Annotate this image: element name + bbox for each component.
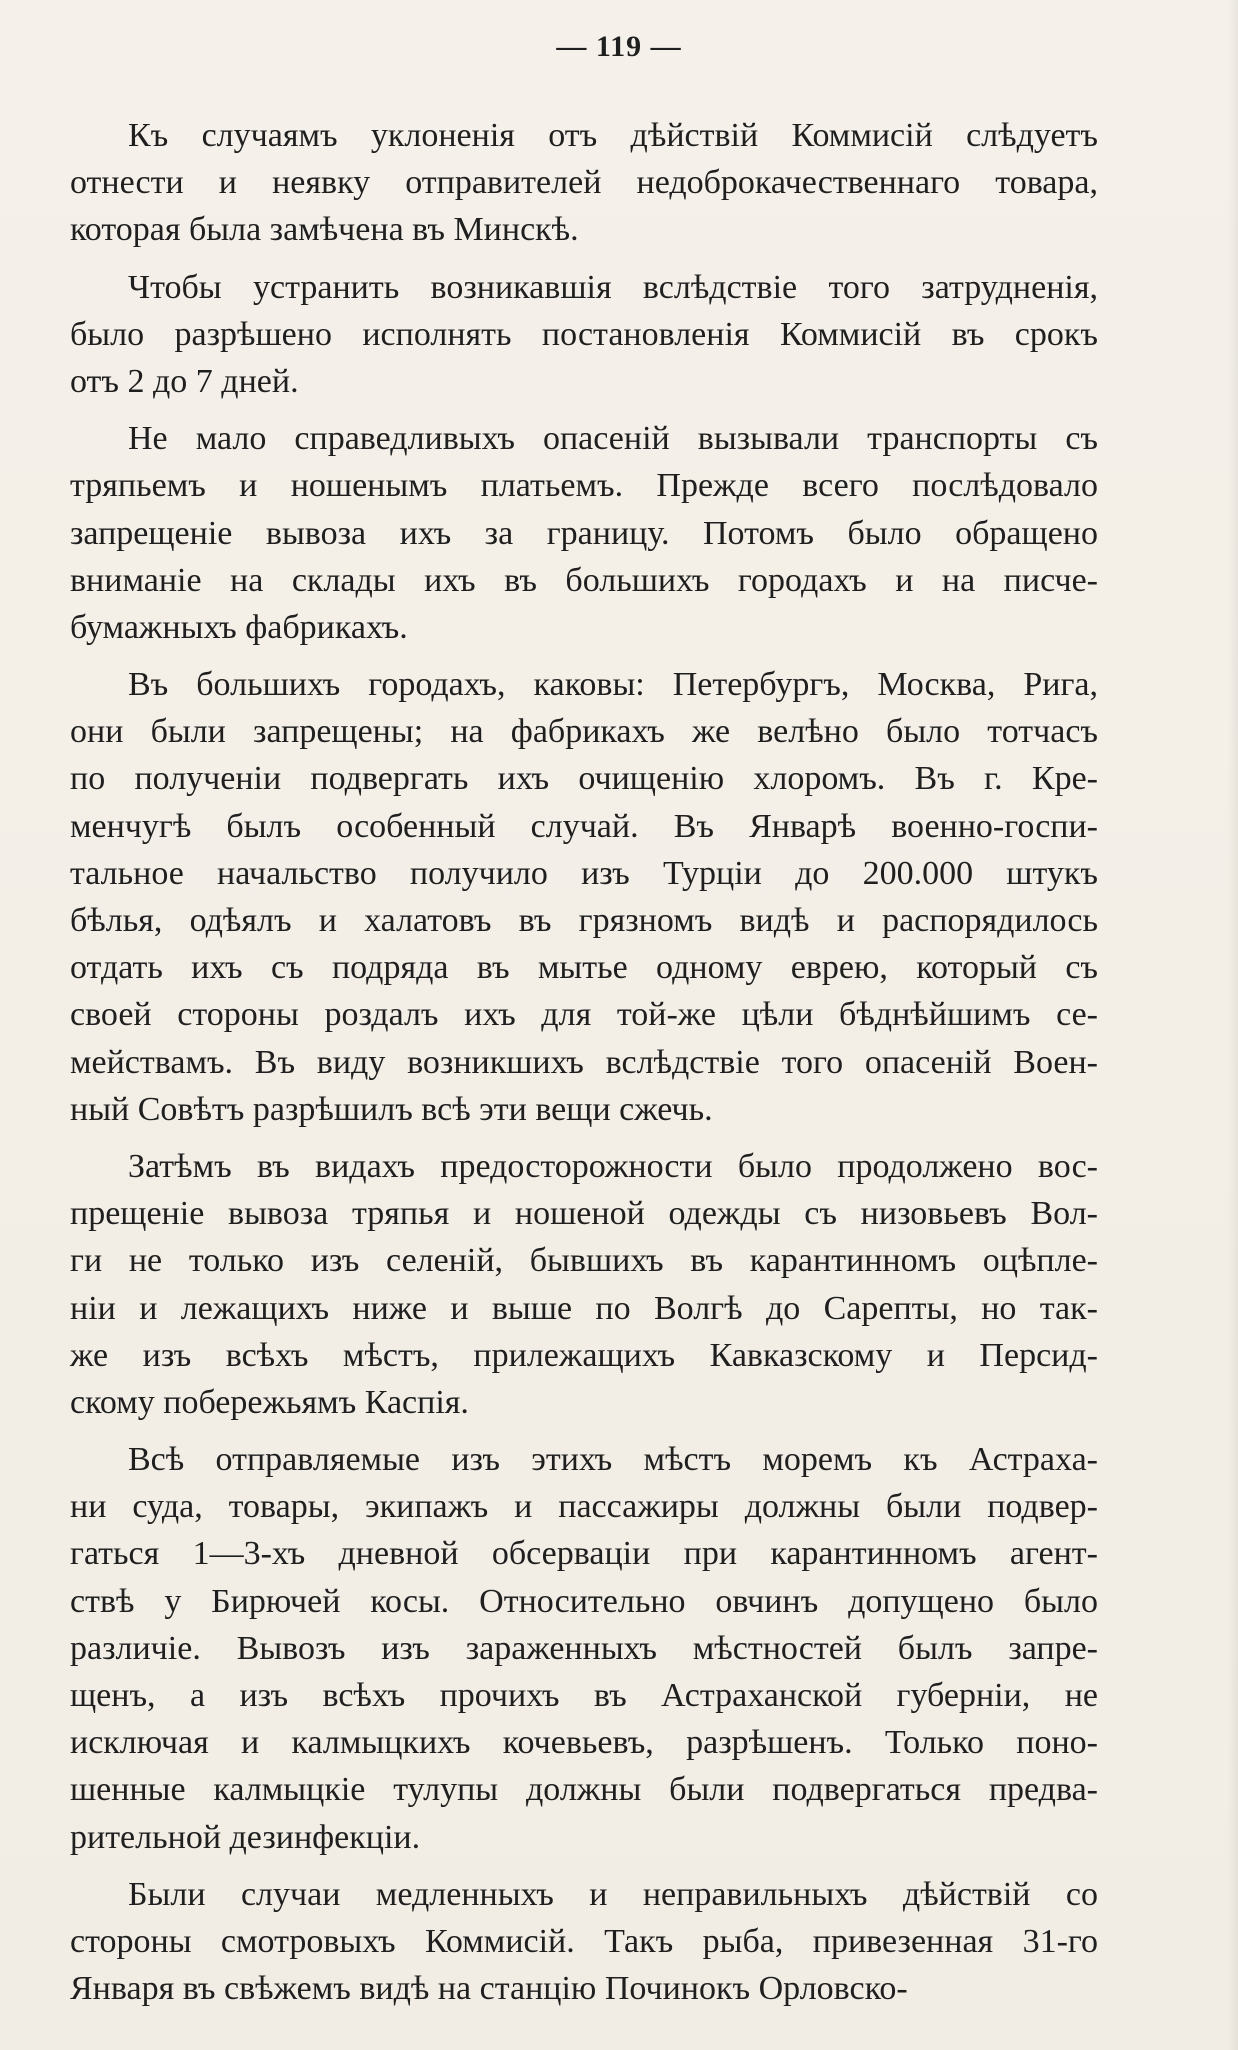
paragraph [70, 1143, 1098, 1426]
text-line: запрещеніе вывоза ихъ за границу. Потомъ было обращено [70, 514, 1098, 552]
text-line: менчугѣ былъ особенный случай. Въ Январѣ военно-госпи- [70, 807, 1098, 845]
text-line: Къ случаямъ уклоненія отъ дѣйствій Коммисій слѣдуетъ [128, 117, 1098, 154]
text-line: Были случаи медленныхъ и неправильныхъ дѣйствій со [128, 1875, 1098, 1913]
text-line: стороны смотровыхъ Коммисій. Такъ рыба, привезенная 31-го [70, 1922, 1098, 1960]
text-line: Затѣмъ въ видахъ предосторожности было продолжено вос- [128, 1147, 1098, 1185]
paragraph [70, 1436, 1098, 1861]
text-line: вниманіе на склады ихъ въ большихъ городахъ и на писче- [70, 561, 1098, 599]
text-line: отъ 2 до 7 дней. [70, 362, 299, 400]
text-line: бумажныхъ фабрикахъ. [70, 608, 408, 646]
text-line: ніи и лежащихъ ниже и выше по Волгѣ до Сарепты, но так- [70, 1289, 1098, 1327]
page-number-header: — 119 — [556, 30, 682, 63]
text-line: Не мало справедливыхъ опасеній вызывали транспорты съ [128, 420, 1098, 458]
text-line: же изъ всѣхъ мѣстъ, прилежащихъ Кавказскому и Персид- [70, 1336, 1098, 1374]
text-line: бѣлья, одѣялъ и халатовъ въ грязномъ видѣ и распорядилось [70, 902, 1098, 939]
text-line: исключая и калмыцкихъ кочевьевъ, разрѣшенъ. Только поно- [70, 1724, 1098, 1762]
text-line: которая была замѣчена въ Минскѣ. [70, 211, 579, 249]
text-line: было разрѣшено исполнять постановленія Коммисій въ срокъ [70, 315, 1098, 353]
text-line: прещеніе вывоза тряпья и ношеной одежды съ низовьевъ Вол- [70, 1195, 1098, 1233]
paragraph [70, 112, 1098, 254]
text-line: Всѣ отправляемые изъ этихъ мѣстъ моремъ къ Астраха- [128, 1441, 1098, 1479]
text-line: тальное начальство получило изъ Турціи до 200.000 штукъ [70, 854, 1098, 892]
paragraph [70, 264, 1098, 406]
text-line: ни суда, товары, экипажъ и пассажиры должны были подвер- [70, 1488, 1098, 1526]
text-line: различіе. Вывозъ изъ зараженныхъ мѣстностей былъ запре- [70, 1629, 1098, 1667]
text-line: гаться 1—3-хъ дневной обсерваціи при карантинномъ агент- [70, 1535, 1098, 1573]
text-line: отдать ихъ съ подряда въ мытье одному еврею, который съ [70, 949, 1098, 987]
text-line: своей стороны роздалъ ихъ для той-же цѣли бѣднѣйшимъ се- [70, 996, 1098, 1034]
paragraph [70, 1871, 1098, 2013]
text-line: рительной дезинфекціи. [70, 1818, 421, 1856]
text-line: шенные калмыцкіе тулупы должны были подвергаться предва- [70, 1771, 1098, 1809]
text-line: Въ большихъ городахъ, каковы: Петербургъ, Москва, Рига, [128, 666, 1098, 704]
text-line: по полученіи подвергать ихъ очищенію хлоромъ. Въ г. Кре- [70, 760, 1098, 798]
text-line: Чтобы устранить возникавшія вслѣдствіе того затрудненія, [128, 268, 1098, 306]
body-text [70, 112, 1098, 2012]
text-line: щенъ, а изъ всѣхъ прочихъ въ Астраханской губерніи, не [70, 1677, 1098, 1714]
text-line: мействамъ. Въ виду возникшихъ вслѣдствіе того опасеній Воен- [70, 1043, 1098, 1081]
text-line: ный Совѣтъ разрѣшилъ всѣ эти вещи сжечь. [70, 1090, 713, 1128]
text-line: скому побережьямъ Каспія. [70, 1383, 469, 1421]
page-edge-shadow [1228, 0, 1238, 2050]
text-line: Января въ свѣжемъ видѣ на станцію Починокъ Орловско- [70, 1970, 908, 2008]
text-line: ги не только изъ селеній, бывшихъ въ карантинномъ оцѣпле- [70, 1242, 1098, 1280]
text-line: отнести и неявку отправителей недоброкачественнаго товара, [70, 164, 1098, 202]
paragraph [70, 415, 1098, 651]
text-line: они были запрещены; на фабрикахъ же велѣно было тотчасъ [70, 713, 1098, 751]
text-line: ствѣ у Бирючей косы. Относительно овчинъ допущено было [70, 1582, 1098, 1620]
paragraph [70, 661, 1098, 1133]
text-line: тряпьемъ и ношенымъ платьемъ. Прежде всего послѣдовало [70, 467, 1098, 505]
